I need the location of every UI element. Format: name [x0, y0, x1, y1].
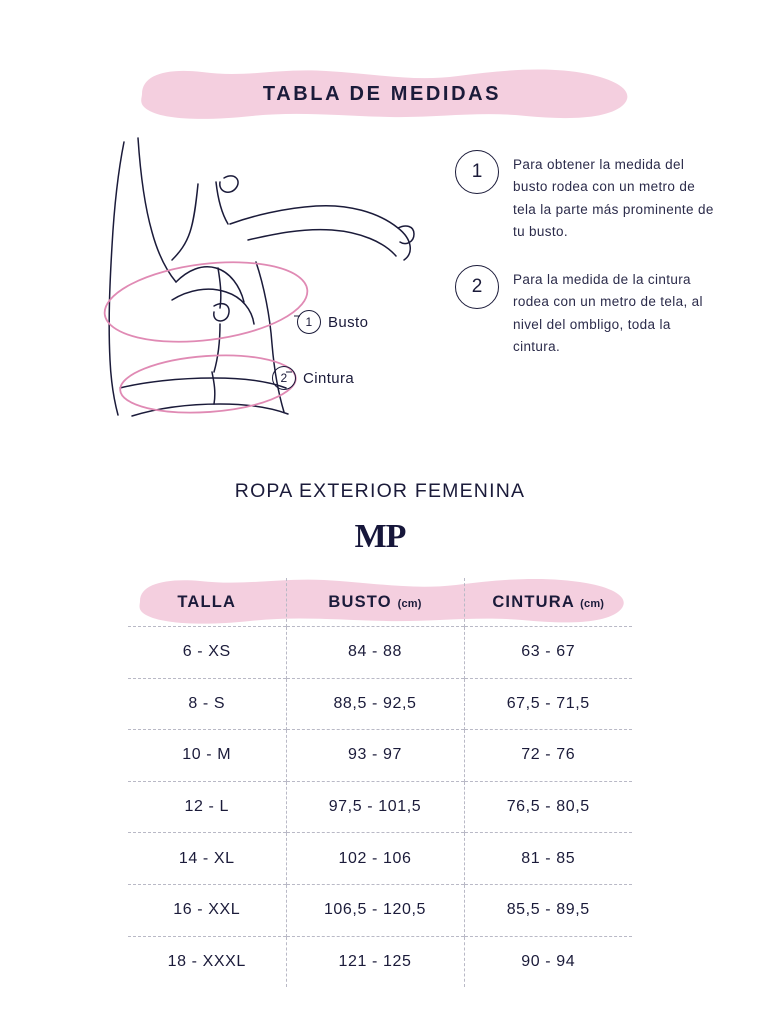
cell-talla: 8 - S — [128, 678, 286, 730]
cell-talla: 14 - XL — [128, 833, 286, 885]
cell-talla: 10 - M — [128, 730, 286, 782]
instruction-text-2: Para la medida de la cintura rodea con un metro de tela, al nivel del ombligo, toda la cintura. — [513, 272, 703, 354]
callout-busto — [297, 310, 368, 334]
column-header-talla-label: TALLA — [177, 592, 237, 611]
cell-cintura: 63 - 67 — [464, 627, 632, 679]
page-title: TABLA DE MEDIDAS — [262, 82, 502, 105]
cell-talla: 6 - XS — [128, 627, 286, 679]
callout-busto-label: Busto — [328, 313, 369, 331]
cell-busto: 93 - 97 — [286, 730, 464, 782]
cell-talla: 12 - L — [128, 781, 286, 833]
column-header-cintura-unit: (cm) — [580, 597, 605, 610]
cell-busto: 88,5 - 92,5 — [286, 678, 464, 730]
table-row — [128, 833, 632, 885]
cell-cintura: 76,5 - 80,5 — [464, 781, 632, 833]
cell-busto: 121 - 125 — [286, 936, 464, 987]
cell-cintura: 85,5 - 89,5 — [464, 884, 632, 936]
table-row — [128, 884, 632, 936]
table-header-row — [128, 578, 632, 627]
column-header-busto-unit: (cm) — [397, 597, 422, 610]
cell-busto: 106,5 - 120,5 — [286, 884, 464, 936]
column-header-busto — [286, 578, 464, 627]
cell-cintura: 81 - 85 — [464, 833, 632, 885]
instruction-item-2 — [455, 265, 715, 358]
cell-talla: 16 - XXL — [128, 884, 286, 936]
column-header-cintura-label: CINTURA — [492, 592, 575, 611]
cell-talla: 18 - XXXL — [128, 936, 286, 987]
cell-busto: 97,5 - 101,5 — [286, 781, 464, 833]
instruction-number-1: 1 — [455, 150, 499, 194]
table-row — [128, 781, 632, 833]
instruction-item-1 — [455, 150, 715, 243]
brand-logo: MP — [354, 518, 406, 555]
size-table-wrapper — [128, 578, 632, 987]
instruction-number-2: 2 — [455, 265, 499, 309]
instruction-text-1: Para obtener la medida del busto rodea con un metro de tela la parte más prominente de tu busto. — [513, 157, 714, 239]
header-banner — [128, 68, 636, 120]
table-row — [128, 678, 632, 730]
cell-cintura: 90 - 94 — [464, 936, 632, 987]
instructions-list — [455, 150, 715, 380]
cell-cintura: 72 - 76 — [464, 730, 632, 782]
cell-cintura: 67,5 - 71,5 — [464, 678, 632, 730]
column-header-cintura — [464, 578, 632, 627]
body-illustration — [48, 120, 448, 420]
callout-cintura — [272, 366, 354, 390]
table-row — [128, 730, 632, 782]
callout-busto-number: 1 — [297, 310, 321, 334]
callout-cintura-label: Cintura — [303, 369, 355, 387]
cell-busto: 102 - 106 — [286, 833, 464, 885]
section-title: ROPA EXTERIOR FEMENINA — [234, 480, 526, 502]
table-row — [128, 627, 632, 679]
table-row — [128, 936, 632, 987]
callout-cintura-number: 2 — [272, 366, 296, 390]
cell-busto: 84 - 88 — [286, 627, 464, 679]
column-header-talla — [128, 578, 286, 627]
size-table — [128, 578, 632, 987]
column-header-busto-label: BUSTO — [328, 592, 392, 611]
